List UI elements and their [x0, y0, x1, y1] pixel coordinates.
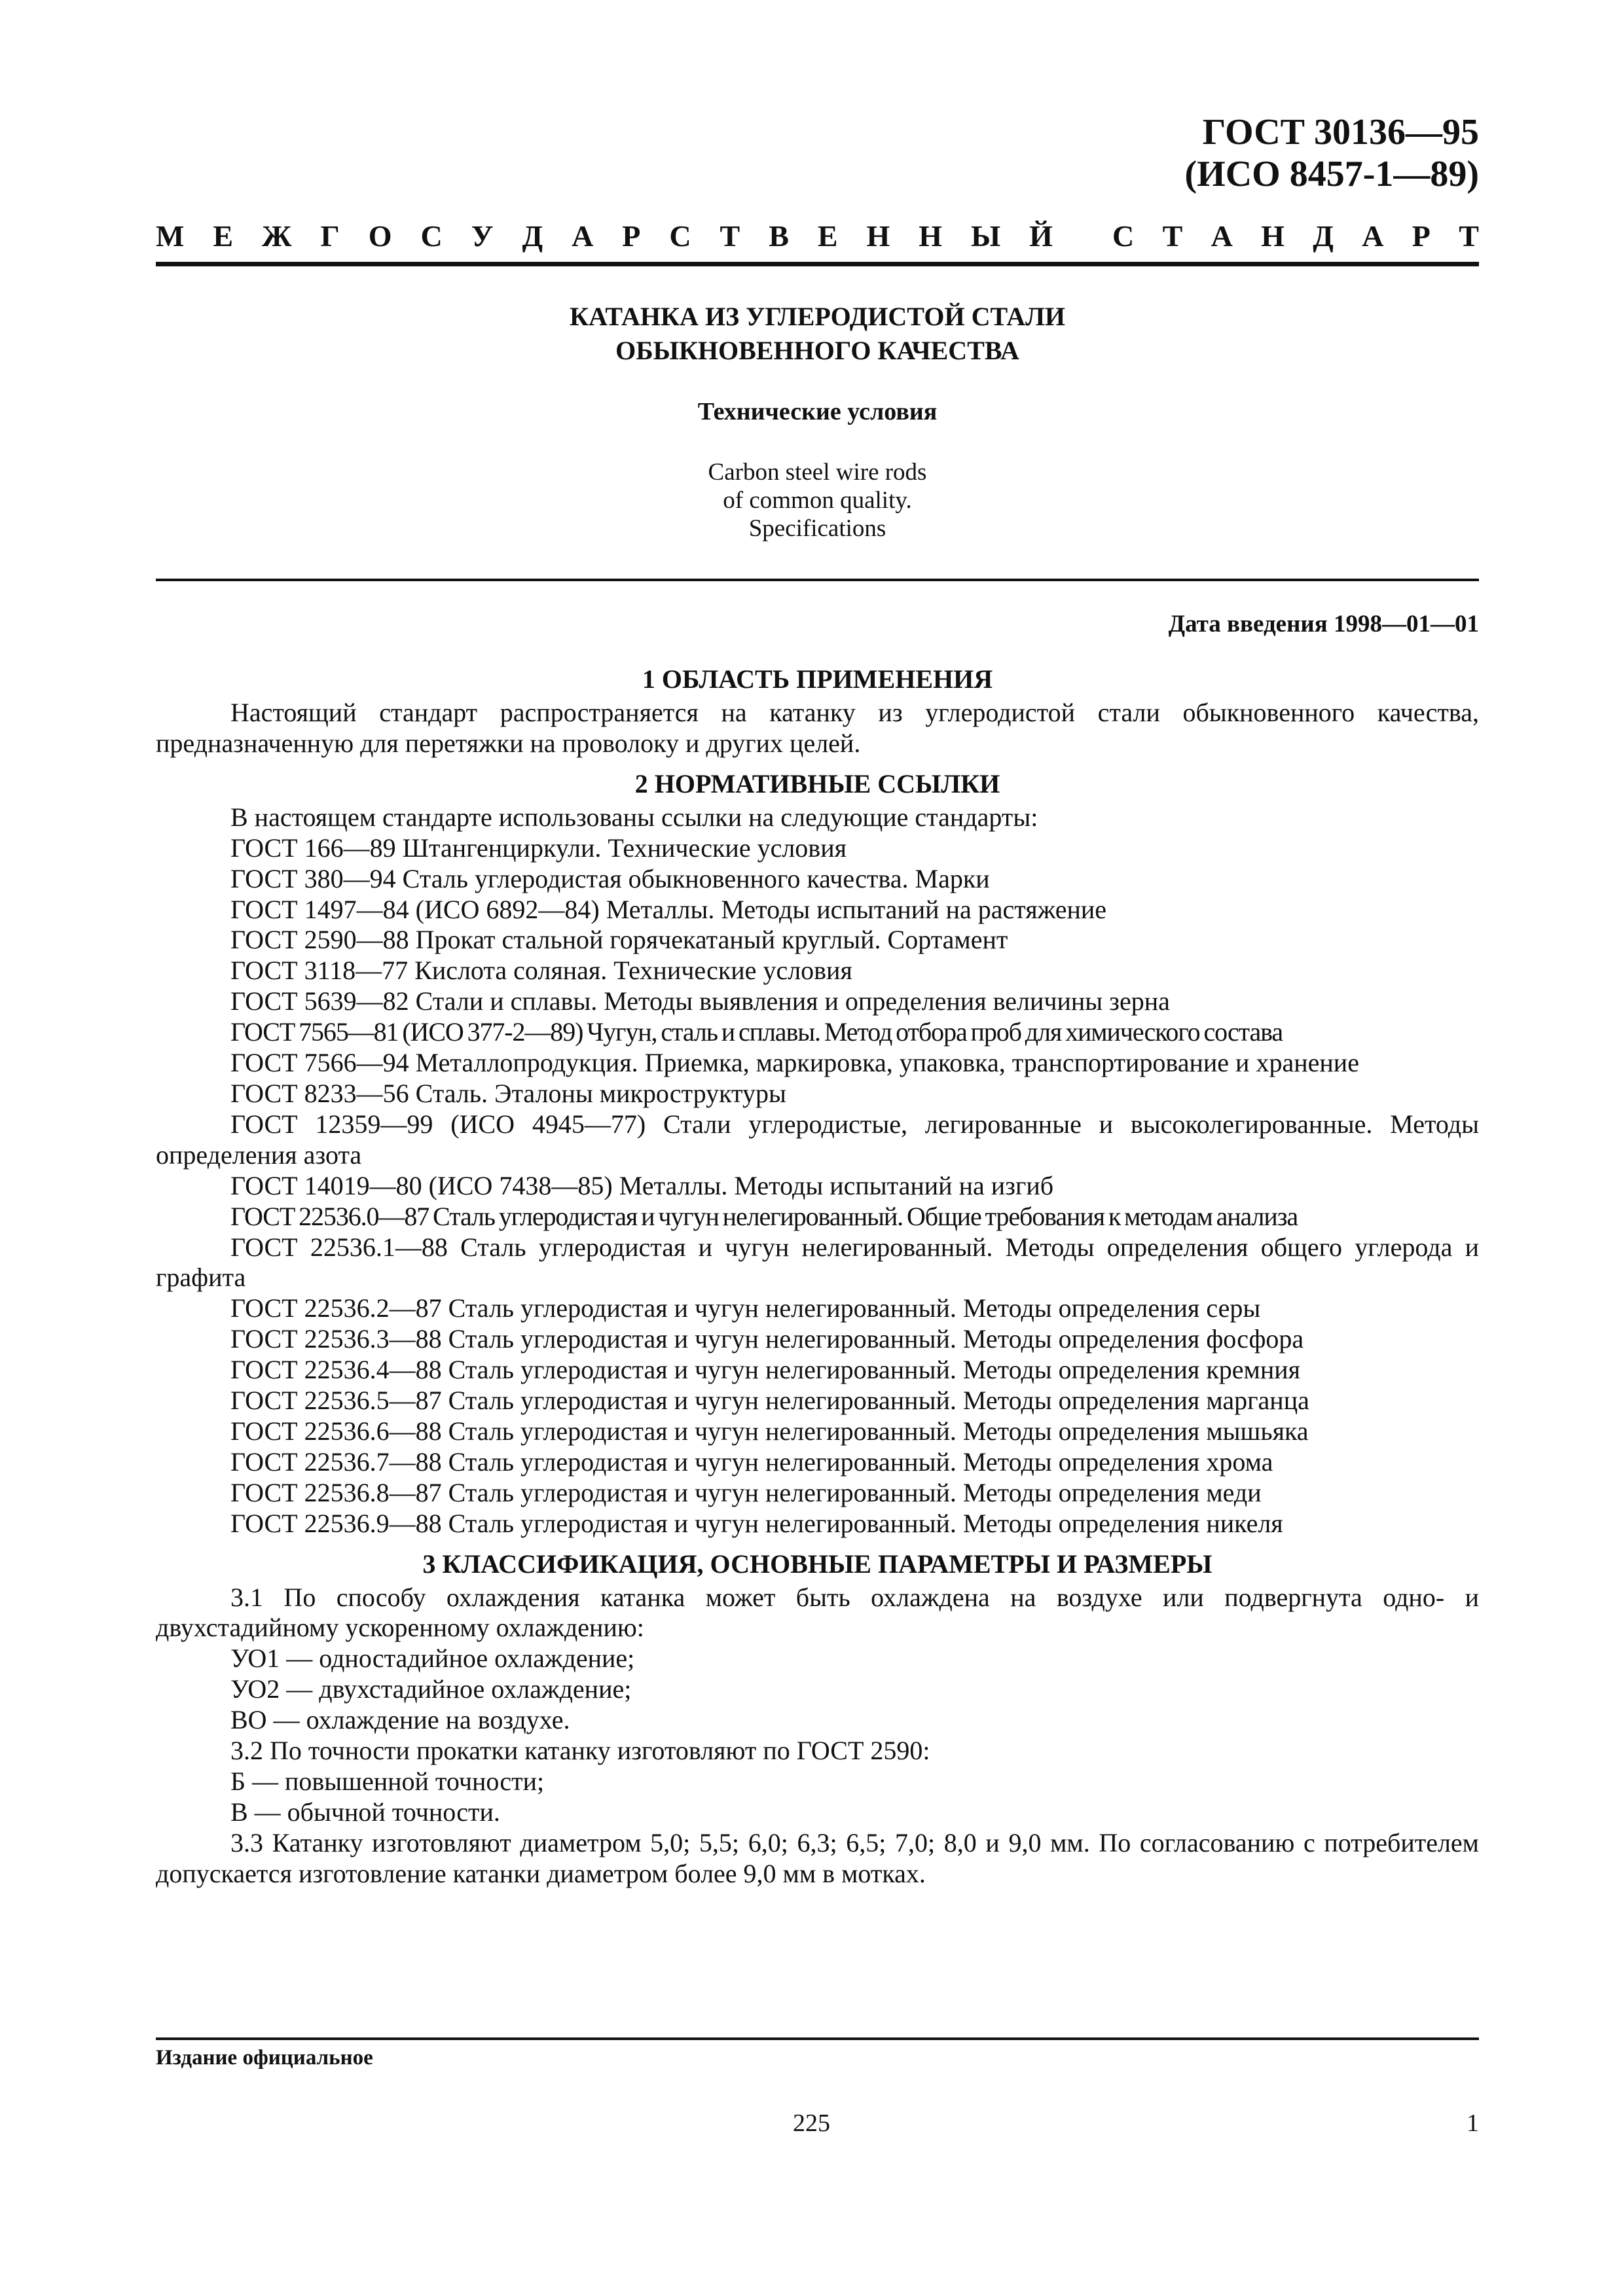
banner-letter: Т [1162, 219, 1183, 253]
reference-item: ГОСТ 380—94 Сталь углеродистая обыкновенного качества. Марки [230, 863, 990, 893]
document-title [156, 300, 1479, 368]
reference-item: ГОСТ 22536.4—88 Сталь углеродистая и чугун нелегированный. Методы определения кремния [230, 1355, 1301, 1385]
reference-item: ГОСТ 166—89 Штангенциркули. Технические условия [230, 833, 847, 863]
reference-item: ГОСТ 22536.3—88 Сталь углеродистая и чугун нелегированный. Методы определения фосфора [230, 1324, 1304, 1354]
reference-item: ГОСТ 22536.6—88 Сталь углеродистая и чугун нелегированный. Методы определения мышьяка [230, 1416, 1309, 1446]
reference-item: ГОСТ 22536.2—87 Сталь углеродистая и чугун нелегированный. Методы определения серы [230, 1293, 1261, 1323]
references-list [156, 833, 1479, 1539]
banner-letter: В [769, 219, 789, 253]
banner-letter: У [471, 219, 494, 253]
banner-letter: С [669, 219, 691, 253]
sheet-number: 1 [1467, 2109, 1479, 2137]
document-subtitle: Технические условия [697, 398, 938, 425]
clause-3-3: 3.3 Катанку изготовляют диаметром 5,0; 5,5; 6,0; 6,3; 6,5; 7,0; 8,0 и 9,0 мм. По согласованию с потребителем допускается изготовление катанки диаметром более 9,0 мм в мотках. [156, 1827, 1479, 1888]
document-body [156, 661, 1479, 1890]
reference-item: ГОСТ 22536.8—87 Сталь углеродистая и чугун нелегированный. Методы определения меди [230, 1477, 1262, 1507]
english-title-line-3: Specifications [748, 515, 886, 542]
section-2-heading: 2 НОРМАТИВНЫЕ ССЫЛКИ [634, 768, 1000, 798]
banner-letter: Е [213, 219, 234, 253]
banner-letter: Й [1029, 219, 1053, 253]
reference-item: ГОСТ 12359—99 (ИСО 4945—77) Стали углеродистые, легированные и высоколегированные. Методы определения азота [156, 1109, 1479, 1170]
reference-item: ГОСТ 22536.5—87 Сталь углеродистая и чугун нелегированный. Методы определения марганца [230, 1386, 1309, 1416]
banner-letter: А [1211, 219, 1233, 253]
banner-letter: Ы [971, 219, 1001, 253]
title-rule [156, 579, 1479, 581]
accuracy-b: Б — повышенной точности; [230, 1767, 545, 1796]
reference-item: ГОСТ 8233—56 Сталь. Эталоны микроструктуры [230, 1078, 786, 1108]
introduction-date: Дата введения 1998—01—01 [1168, 611, 1479, 637]
banner-letter: О [368, 219, 392, 253]
reference-item: ГОСТ 7566—94 Металлопродукция. Приемка, маркировка, упаковка, транспортирование и хранение [230, 1048, 1359, 1078]
standard-word [1112, 219, 1479, 253]
banner-letter: С [420, 219, 443, 253]
cooling-uo1: УО1 — одностадийное охлаждение; [230, 1643, 635, 1674]
reference-item: ГОСТ 1497—84 (ИСО 6892—84) Металлы. Методы испытаний на растяжение [230, 894, 1107, 924]
cooling-uo2: УО2 — двухстадийное охлаждение; [230, 1674, 632, 1704]
clause-3-1: 3.1 По способу охлаждения катанка может быть охлаждена на воздухе или подвергнута одно- и двухстадийному ускоренному охлаждению: [156, 1582, 1479, 1643]
banner-letter: Г [320, 219, 340, 253]
document-number-block [1184, 111, 1479, 195]
header-rule [156, 262, 1479, 266]
iso-number: (ИСО 8457-1—89) [1184, 154, 1479, 194]
banner-letter: Ж [262, 219, 292, 253]
banner-letter: А [572, 219, 594, 253]
clause-3-2: 3.2 По точности прокатки катанку изготовляют по ГОСТ 2590: [230, 1736, 930, 1766]
references-intro: В настоящем стандарте использованы ссылки на следующие стандарты: [230, 802, 1038, 832]
reference-item: ГОСТ 7565—81 (ИСО 377-2—89) Чугун, сталь и сплавы. Метод отбора проб для химического состава [230, 1017, 1283, 1047]
reference-item: ГОСТ 22536.7—88 Сталь углеродистая и чугун нелегированный. Методы определения хрома [230, 1446, 1273, 1477]
banner-letter: А [1362, 219, 1384, 253]
english-title-line-2: of common quality. [723, 487, 912, 514]
cooling-vo: ВО — охлаждение на воздухе. [230, 1705, 570, 1735]
banner-letter: Н [1261, 219, 1285, 253]
reference-item: ГОСТ 2590—88 Прокат стальной горячекатаный круглый. Сортамент [230, 925, 1008, 955]
reference-item: ГОСТ 14019—80 (ИСО 7438—85) Металлы. Методы испытаний на изгиб [230, 1170, 1054, 1200]
banner-letter: Т [1459, 219, 1479, 253]
footer-rule [156, 2037, 1479, 2040]
banner-letter: Д [1313, 219, 1334, 253]
banner-letter: Н [919, 219, 943, 253]
section-1-heading: 1 ОБЛАСТЬ ПРИМЕНЕНИЯ [642, 664, 993, 694]
banner-letter: С [1112, 219, 1135, 253]
banner-letter: М [156, 219, 185, 253]
gost-number: ГОСТ 30136—95 [1202, 112, 1479, 152]
banner-letter: Р [1412, 219, 1431, 253]
english-title [156, 458, 1479, 543]
interstate-standard-banner [156, 216, 1479, 255]
banner-letter: Д [522, 219, 543, 253]
english-title-line-1: Carbon steel wire rods [708, 459, 927, 486]
title-line-1: КАТАНКА ИЗ УГЛЕРОДИСТОЙ СТАЛИ [569, 302, 1066, 331]
reference-item: ГОСТ 22536.1—88 Сталь углеродистая и чугун нелегированный. Методы определения общего углерода и графита [156, 1232, 1479, 1293]
reference-item: ГОСТ 3118—77 Кислота соляная. Технические условия [230, 956, 852, 986]
section-3-heading: 3 КЛАССИФИКАЦИЯ, ОСНОВНЫЕ ПАРАМЕТРЫ И РАЗМЕРЫ [422, 1549, 1213, 1579]
banner-letter: Е [817, 219, 838, 253]
accuracy-v: В — обычной точности. [230, 1797, 500, 1827]
official-edition-label: Издание официальное [156, 2046, 373, 2070]
interstate-word [156, 219, 1053, 253]
banner-letter: Р [622, 219, 641, 253]
section-1-text: Настоящий стандарт распространяется на катанку из углеродистой стали обыкновенного качества, предназначенную для перетяжки на проволоку и других целей. [156, 698, 1479, 758]
reference-item: ГОСТ 22536.0—87 Сталь углеродистая и чугун нелегированный. Общие требования к методам анализа [230, 1201, 1298, 1231]
reference-item: ГОСТ 5639—82 Стали и сплавы. Методы выявления и определения величины зерна [230, 986, 1170, 1016]
banner-letter: Н [866, 219, 890, 253]
page-number: 225 [793, 2109, 830, 2137]
banner-letter: Т [720, 219, 740, 253]
title-line-2: ОБЫКНОВЕННОГО КАЧЕСТВА [615, 336, 1019, 365]
reference-item: ГОСТ 22536.9—88 Сталь углеродистая и чугун нелегированный. Методы определения никеля [230, 1508, 1283, 1538]
